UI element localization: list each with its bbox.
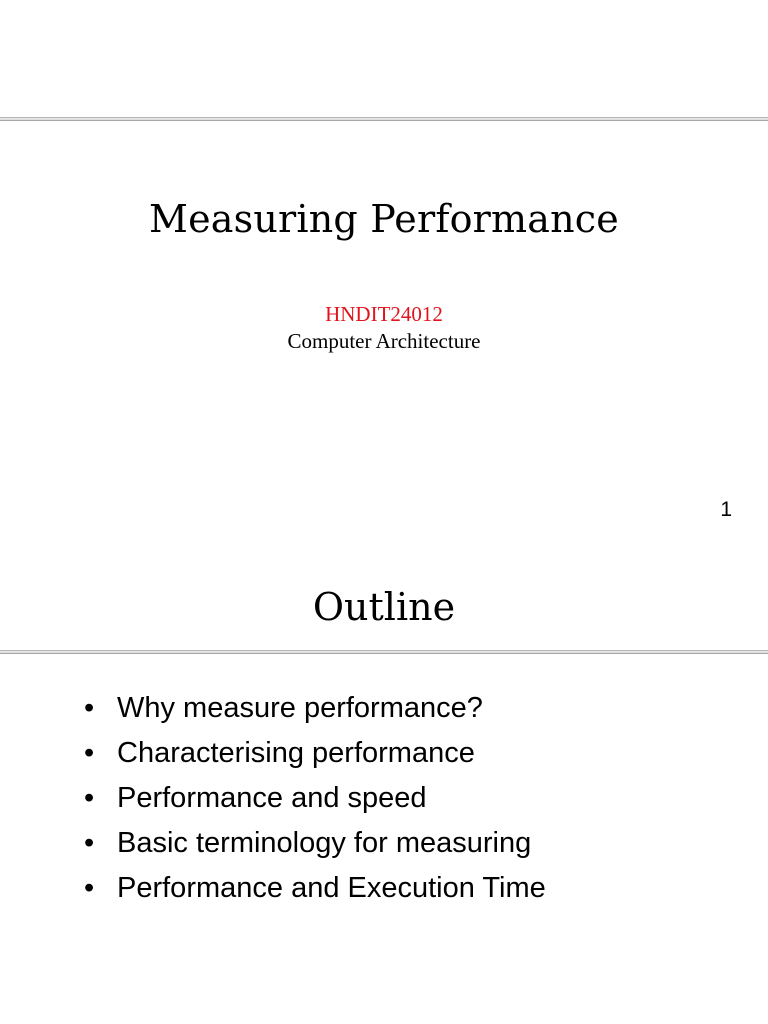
bullet-icon: • bbox=[84, 827, 95, 859]
course-code: HNDIT24012 bbox=[325, 302, 443, 326]
list-item-text: Characterising performance bbox=[117, 737, 475, 769]
list-item bbox=[84, 686, 546, 731]
list-item bbox=[84, 731, 546, 776]
page-number: 1 bbox=[720, 498, 732, 521]
outline-title: Outline bbox=[312, 585, 456, 629]
list-item-text: Performance and speed bbox=[117, 782, 427, 814]
list-item bbox=[84, 776, 546, 821]
outline-list bbox=[84, 686, 546, 911]
list-item-text: Basic terminology for measuring bbox=[117, 827, 532, 859]
bullet-icon: • bbox=[84, 782, 95, 814]
list-item bbox=[84, 866, 546, 911]
bullet-icon: • bbox=[84, 692, 95, 724]
slide-title: Measuring Performance bbox=[149, 197, 619, 241]
list-item bbox=[84, 821, 546, 866]
list-item-text: Performance and Execution Time bbox=[117, 872, 546, 904]
bullet-icon: • bbox=[84, 737, 95, 769]
bullet-icon: • bbox=[84, 872, 95, 904]
list-item-text: Why measure performance? bbox=[117, 692, 483, 724]
course-name: Computer Architecture bbox=[287, 329, 481, 353]
header-rule bbox=[0, 117, 768, 121]
outline-rule bbox=[0, 650, 768, 654]
